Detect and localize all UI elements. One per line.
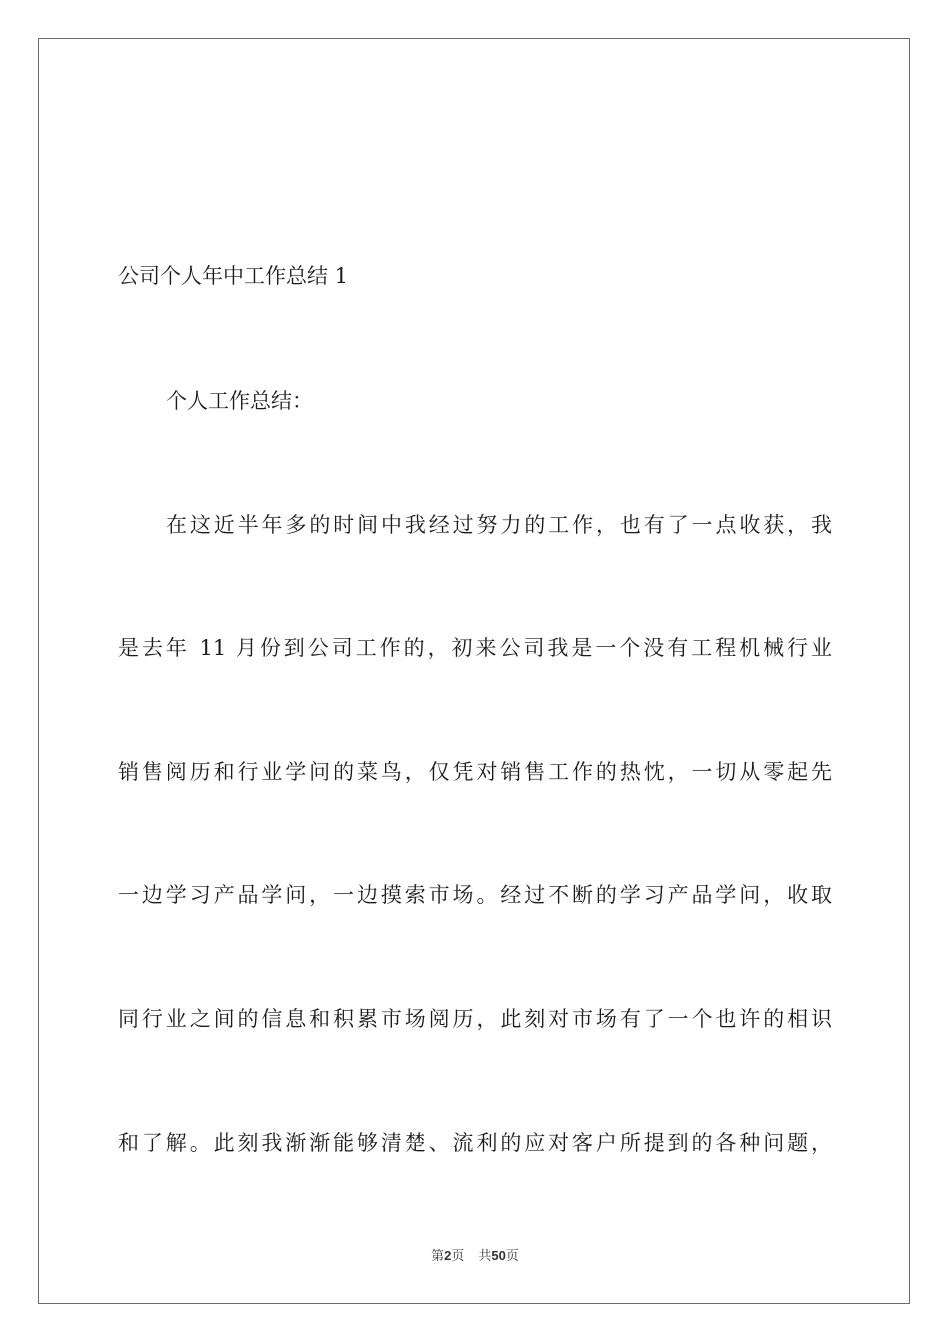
- page-border: [38, 38, 910, 1304]
- paragraph-line-5: 同行业之间的信息和积累市场阅历，此刻对市场有了一个也许的相识: [118, 1007, 832, 1031]
- paragraph-line-6: 和了解。此刻我渐渐能够清楚、流利的应对客户所提到的各种问题，: [118, 1131, 832, 1155]
- document-title: 公司个人年中工作总结 1: [118, 264, 349, 288]
- total-suffix: 页: [505, 1249, 519, 1264]
- page-prefix: 第: [431, 1249, 445, 1264]
- paragraph-line-4: 一边学习产品学问，一边摸索市场。经过不断的学习产品学问，收取: [118, 883, 832, 907]
- page-footer: [0, 1247, 950, 1266]
- paragraph-line-1: 在这近半年多的时间中我经过努力的工作，也有了一点收获，我: [166, 513, 832, 537]
- page-current: 2: [444, 1248, 452, 1263]
- page-total: 50: [491, 1248, 506, 1263]
- paragraph-line-2: 是去年 11 月份到公司工作的，初来公司我是一个没有工程机械行业: [118, 636, 832, 660]
- paragraph-line-3: 销售阅历和行业学问的菜鸟，仅凭对销售工作的热忱，一切从零起先: [118, 760, 832, 784]
- page-suffix: 页: [451, 1249, 465, 1264]
- section-heading: 个人工作总结：: [166, 389, 313, 413]
- total-prefix: 共: [478, 1249, 492, 1264]
